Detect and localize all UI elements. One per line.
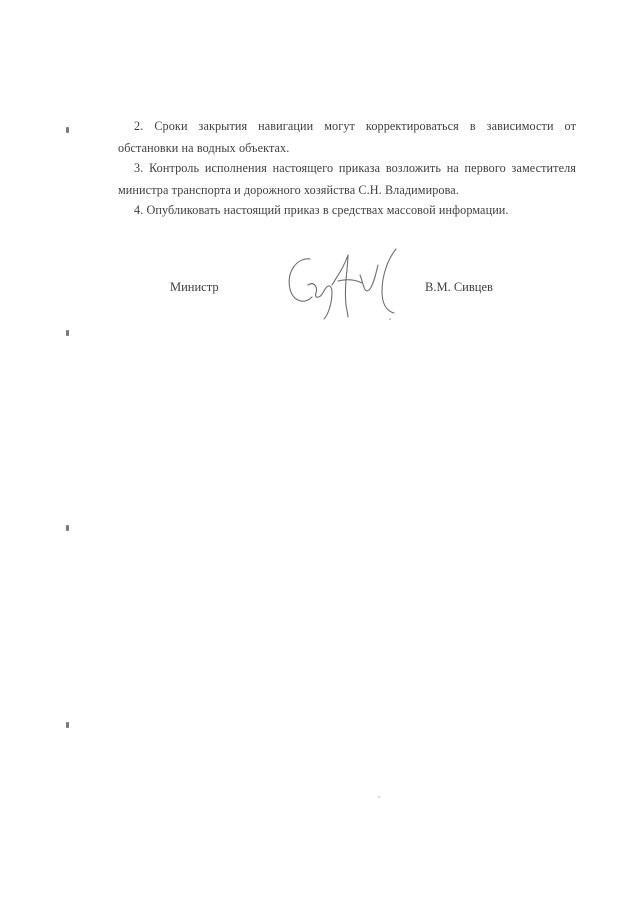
punch-hole-mark xyxy=(66,127,69,133)
handwritten-signature xyxy=(278,245,408,325)
paragraph-2 xyxy=(118,115,576,159)
scan-speck xyxy=(378,796,380,798)
punch-hole-mark xyxy=(66,525,69,531)
paragraph-text: Сроки закрытия навигации могут корректироваться в зависимости от обстановки на водных объектах. xyxy=(118,119,576,155)
paragraph-number: 2. xyxy=(134,119,144,133)
paragraph-3 xyxy=(118,157,576,201)
paragraph-text: Опубликовать настоящий приказ в средствах массовой информации. xyxy=(146,203,509,217)
paragraph-number: 4. xyxy=(134,203,144,217)
paragraph-4 xyxy=(118,199,576,221)
punch-hole-mark xyxy=(66,722,69,728)
signatory-name: В.М. Сивцев xyxy=(425,280,493,294)
punch-hole-mark xyxy=(66,330,69,336)
paragraph-text: Контроль исполнения настоящего приказа возложить на первого заместителя министра транспорта и дорожного хозяйства С.Н. Владимирова. xyxy=(118,161,576,197)
signatory-title: Министр xyxy=(170,280,219,294)
paragraph-number: 3. xyxy=(134,161,144,175)
